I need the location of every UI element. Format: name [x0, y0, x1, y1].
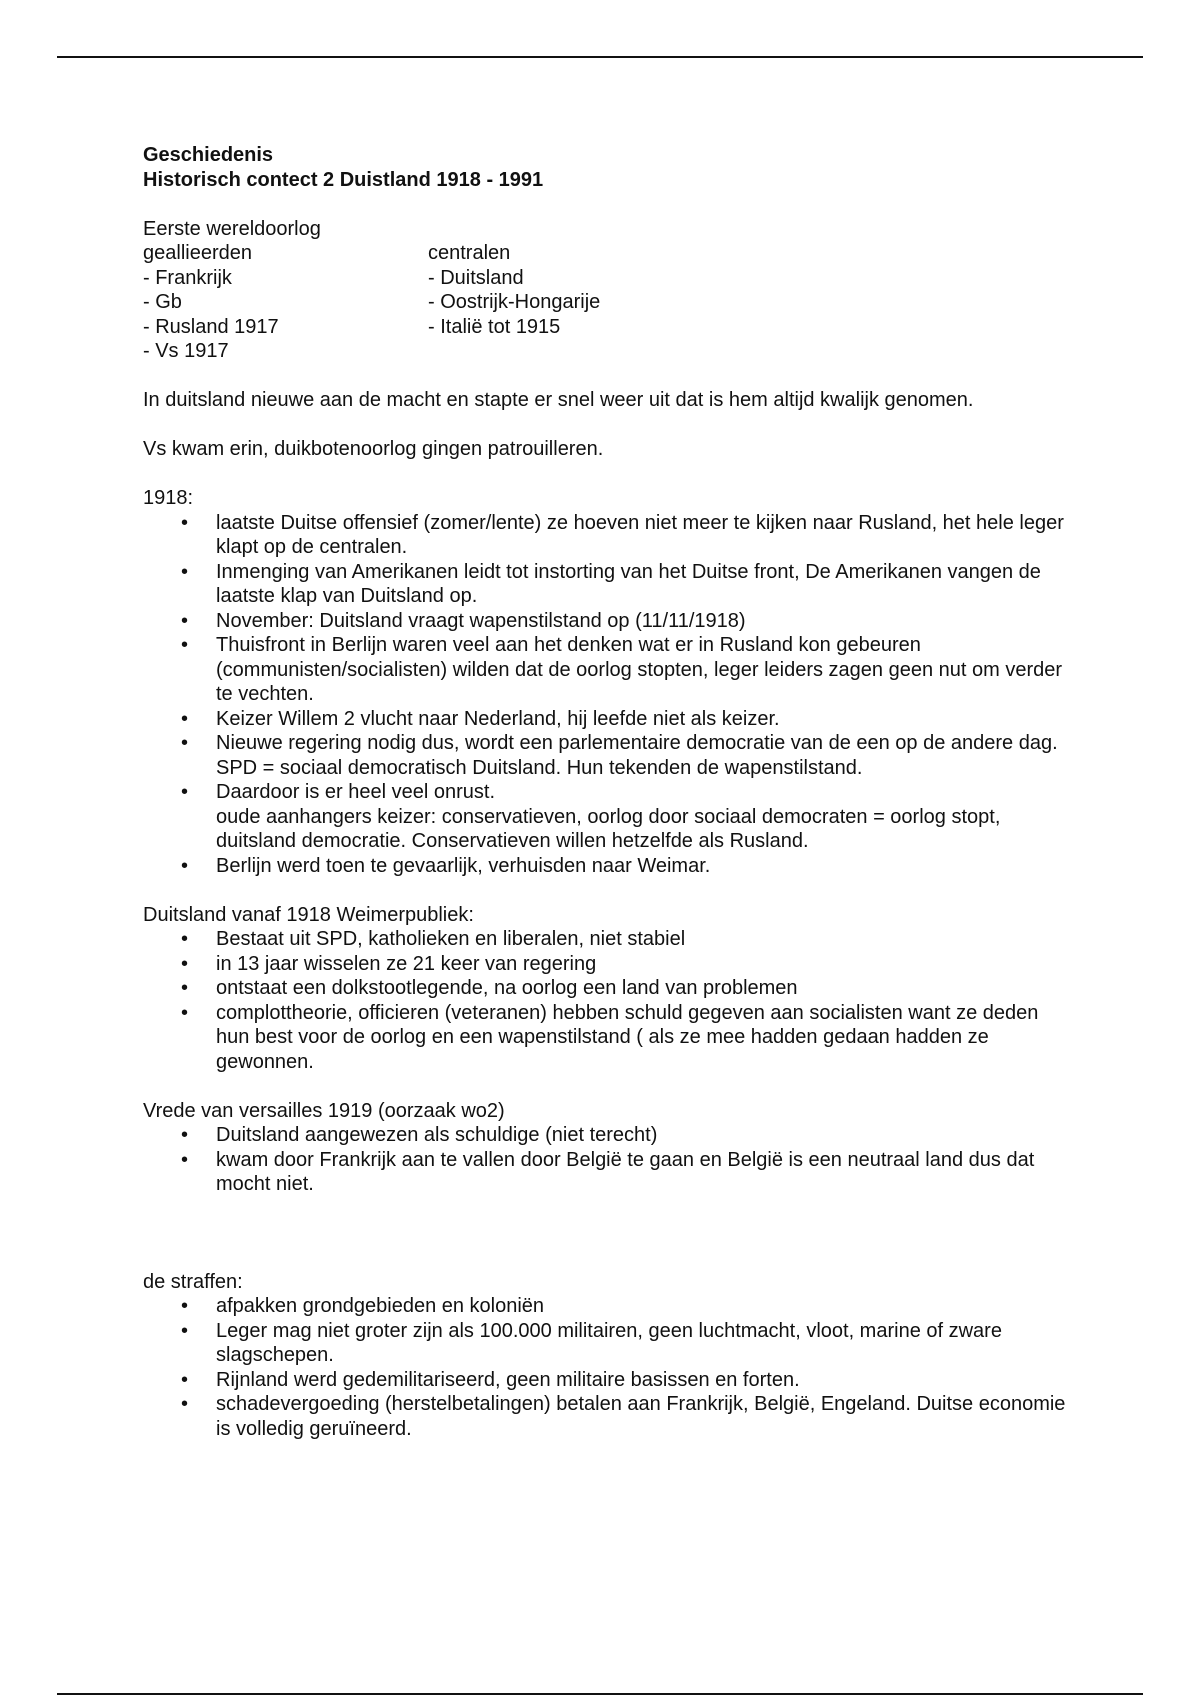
penalties-list [143, 1294, 1073, 1441]
bullet-icon: • [181, 707, 189, 730]
top-rule [57, 56, 1143, 58]
list-item: • Daardoor is er heel veel onrust. oude aanhangers keizer: conservatieven, oorlog door sociaal democraten = oorlog stopt, duitsland democratie. Conservatieven willen hetzelfde als Rusland. [181, 781, 1001, 852]
bullet-icon: • [181, 781, 189, 803]
list-item: • Nieuwe regering nodig dus, wordt een parlementaire democratie van de een op de andere dag. SPD = sociaal democratisch Duitsland. Hun tekenden de wapenstilstand. [181, 732, 1058, 779]
weimar-heading: Duitsland vanaf 1918 Weimerpubliek: [143, 903, 474, 926]
document-title: Geschiedenis [143, 144, 274, 166]
penalties-heading: de straffen: [143, 1270, 243, 1293]
document-page [143, 143, 1073, 1441]
list-item: • kwam door Frankrijk aan te vallen door België te gaan en België is een neutraal land dus dat mocht niet. [181, 1148, 1035, 1195]
bullet-icon: • [181, 560, 189, 583]
allies-item: - Gb [143, 291, 182, 313]
bullet-icon: • [181, 511, 189, 534]
bullet-icon: • [181, 1124, 189, 1146]
list-item: • Thuisfront in Berlijn waren veel aan het denken wat er in Rusland kon gebeuren (communisten/socialisten) wilden dat de oorlog stopten, leger leiders zagen geen nut om verder te vechten. [181, 634, 1063, 705]
list-item: • Duitsland aangewezen als schuldige (niet terecht) [181, 1124, 658, 1146]
war-heading: Eerste wereldoorlog [143, 217, 321, 240]
bullet-icon: • [181, 634, 189, 656]
versailles-list [143, 1123, 1073, 1197]
bullet-icon: • [181, 609, 189, 632]
central-item: - Oostrijk-Hongarije [428, 291, 601, 313]
list-item: • schadevergoeding (herstelbetalingen) betalen aan Frankrijk, België, Engeland. Duitse economie is volledig geruïneerd. [181, 1393, 1066, 1440]
bottom-rule [57, 1693, 1143, 1695]
bullet-icon: • [181, 1368, 189, 1391]
alliances-columns [143, 241, 1073, 364]
list-item: • November: Duitsland vraagt wapenstilstand op (11/11/1918) [181, 609, 746, 632]
versailles-heading: Vrede van versailles 1919 (oorzaak wo2) [143, 1099, 505, 1122]
list-item: • complottheorie, officieren (veteranen) hebben schuld gegeven aan socialisten want ze deden hun best voor de oorlog en een wapenstilstand ( als ze mee hadden gedaan hadden ze gewonnen. [181, 1001, 1039, 1073]
paragraph-us-entry: Vs kwam erin, duikbotenoorlog gingen patrouilleren. [143, 438, 604, 460]
bullet-icon: • [181, 1001, 189, 1024]
bullet-icon: • [181, 928, 189, 950]
list-item: • afpakken grondgebieden en koloniën [181, 1295, 545, 1317]
list-item: • in 13 jaar wisselen ze 21 keer van regering [181, 952, 597, 975]
list-item: • Inmenging van Amerikanen leidt tot instorting van het Duitse front, De Amerikanen vangen de laatste klap van Duitsland op. [181, 560, 1041, 607]
document-subtitle: Historisch contect 2 Duistland 1918 - 1991 [143, 168, 544, 191]
allies-label: geallieerden [143, 242, 252, 264]
central-item: - Duitsland [428, 266, 524, 289]
year-1918-list [143, 511, 1073, 879]
list-item: • Bestaat uit SPD, katholieken en liberalen, niet stabiel [181, 928, 686, 950]
weimar-list [143, 927, 1073, 1074]
bullet-icon: • [181, 977, 189, 999]
list-item: • Leger mag niet groter zijn als 100.000 militairen, geen luchtmacht, vloot, marine of zware slagschepen. [181, 1319, 1002, 1366]
allies-item: - Vs 1917 [143, 340, 229, 362]
list-item: • Berlijn werd toen te gevaarlijk, verhuisden naar Weimar. [181, 854, 711, 877]
central-column [428, 241, 828, 364]
paragraph-new-power: In duitsland nieuwe aan de macht en stapte er snel weer uit dat is hem altijd kwalijk genomen. [143, 389, 974, 411]
list-item: • Rijnland werd gedemilitariseerd, geen militaire basissen en forten. [181, 1368, 800, 1391]
bullet-icon: • [181, 952, 189, 975]
allies-item: - Rusland 1917 [143, 315, 279, 338]
central-label: centralen [428, 242, 511, 264]
list-item: • Keizer Willem 2 vlucht naar Nederland, hij leefde niet als keizer. [181, 707, 780, 730]
list-item: • ontstaat een dolkstootlegende, na oorlog een land van problemen [181, 977, 798, 999]
list-item: • laatste Duitse offensief (zomer/lente) ze hoeven niet meer te kijken naar Rusland, het hele leger klapt op de centralen. [181, 511, 1064, 558]
bullet-icon: • [181, 732, 189, 754]
bullet-icon: • [181, 1393, 189, 1415]
bullet-icon: • [181, 1295, 189, 1317]
bullet-icon: • [181, 1148, 189, 1171]
central-item: - Italië tot 1915 [428, 315, 561, 338]
bullet-icon: • [181, 1319, 189, 1342]
allies-item: - Frankrijk [143, 266, 232, 289]
bullet-icon: • [181, 854, 189, 877]
year-1918-heading: 1918: [143, 487, 194, 509]
allies-column [143, 241, 428, 364]
